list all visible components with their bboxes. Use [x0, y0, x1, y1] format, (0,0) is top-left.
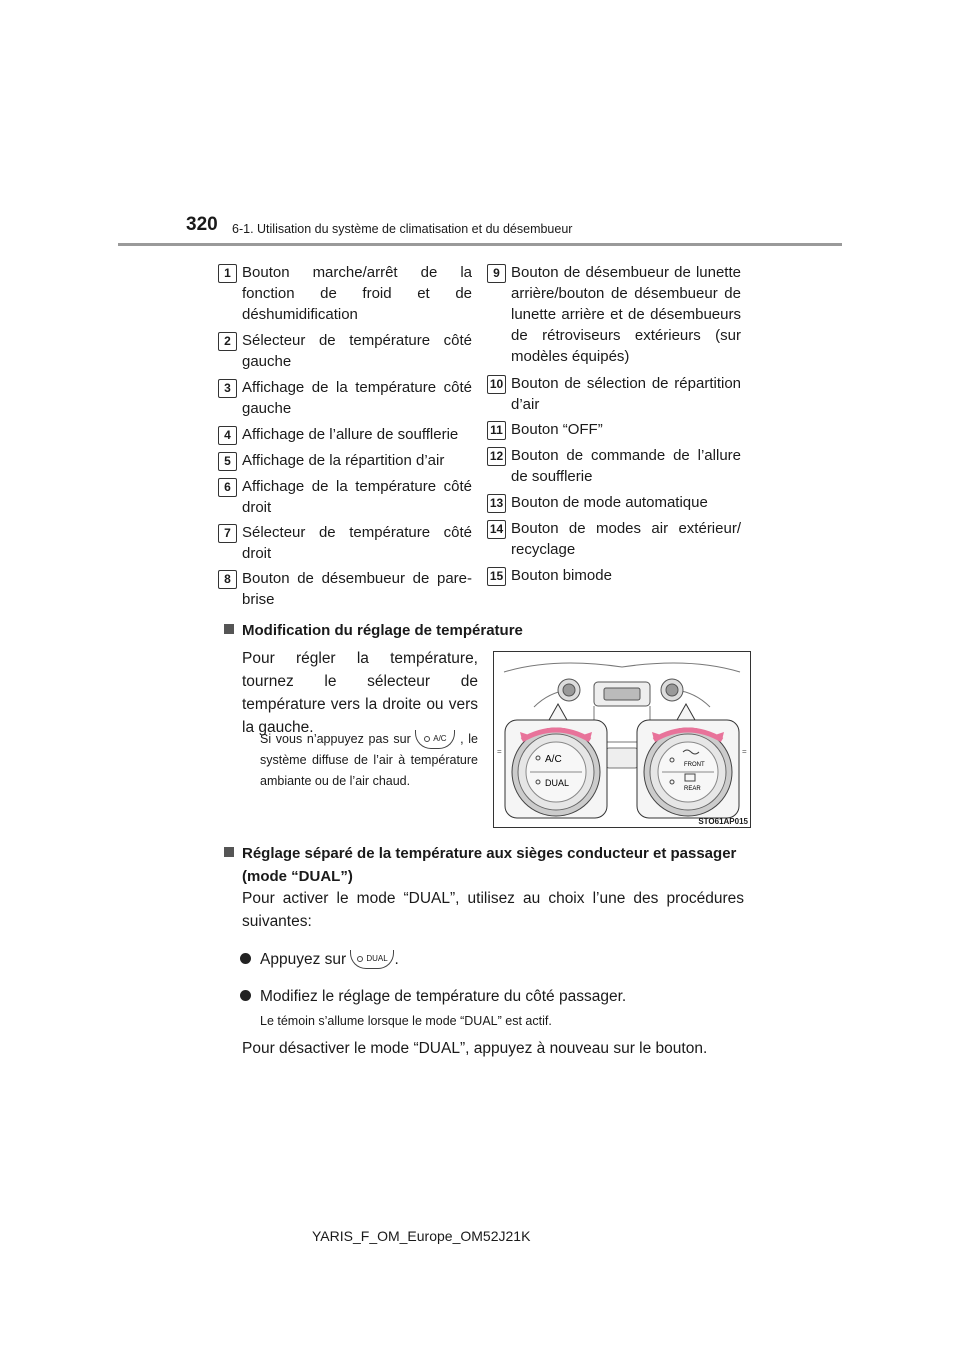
- bullet-text: Modifiez le réglage de température du côté passager.: [260, 988, 627, 1005]
- legend-number: 11: [487, 421, 506, 440]
- legend-item: [224, 450, 472, 471]
- legend-item: [224, 424, 472, 445]
- body-paragraph: Pour activer le mode “DUAL”, utilisez au choix l’une des procédures suivantes:: [242, 890, 744, 930]
- legend-number: 6: [218, 478, 237, 497]
- legend-item: [489, 565, 741, 586]
- legend-item: [490, 419, 741, 440]
- bullet-text-before: Appuyez sur: [260, 951, 347, 968]
- legend-number: 1: [218, 264, 237, 283]
- legend-text: Affichage de la température côté droit: [242, 478, 472, 516]
- legend-text: Bouton de commande de l’allure de soufflerie: [511, 447, 741, 485]
- legend-item: [489, 492, 741, 513]
- legend-text: Bouton de désembueur de lunette arrière/bouton de désembueur de lunette arrière et de désembueurs de rétroviseurs extérieurs (sur modèles équipés): [511, 264, 741, 365]
- legend-number: 13: [487, 494, 506, 513]
- fig-ac-label: A/C: [545, 754, 562, 765]
- legend-item: [224, 262, 472, 325]
- fig-rear-label: REAR: [684, 786, 701, 792]
- legend-item: [489, 373, 741, 415]
- legend-number: 12: [487, 447, 506, 466]
- legend-number: 7: [218, 524, 237, 543]
- square-bullet-icon: [224, 847, 234, 857]
- note-text-before: Si vous n’appuyez pas sur: [260, 732, 411, 746]
- legend-number: 3: [218, 379, 237, 398]
- ac-key-label: A/C: [433, 734, 447, 744]
- legend-number: 4: [218, 426, 237, 445]
- legend-text: Bouton de mode automatique: [511, 494, 708, 511]
- legend-number: 14: [487, 520, 506, 539]
- climate-control-illustration: [493, 651, 751, 828]
- legend-text: Bouton de désembueur de pare-brise: [242, 570, 472, 608]
- legend-item: [224, 377, 472, 419]
- fig-dual-label: DUAL: [545, 778, 570, 788]
- legend-number: 10: [487, 375, 506, 394]
- legend-item: [489, 518, 741, 560]
- legend-text: Bouton “OFF”: [511, 421, 603, 438]
- legend-item: [489, 445, 741, 487]
- legend-text: Bouton marche/arrêt de la fonction de froid et de déshumidification: [242, 264, 472, 323]
- legend-text: Affichage de la température côté gauche: [242, 379, 472, 417]
- legend-number: 9: [487, 264, 506, 283]
- bullet-note: Le témoin s’allume lorsque le mode “DUAL” est actif.: [260, 1014, 552, 1028]
- section-title: 6-1. Utilisation du système de climatisation et du désembueur: [232, 222, 573, 236]
- fig-front-label: FRONT: [684, 762, 705, 768]
- header-rule: [118, 243, 842, 246]
- bullet-dot-icon: [240, 953, 251, 964]
- legend-text: Affichage de l’allure de soufflerie: [242, 426, 459, 443]
- legend-number: 2: [218, 332, 237, 351]
- svg-text:=: =: [497, 747, 502, 756]
- legend-item: [224, 568, 472, 610]
- ac-key-icon: [415, 730, 455, 749]
- closing-paragraph: Pour désactiver le mode “DUAL”, appuyez à nouveau sur le bouton.: [242, 1040, 708, 1057]
- bullet-text-after: .: [394, 951, 399, 968]
- legend-number: 8: [218, 570, 237, 589]
- dual-key-label: DUAL: [366, 954, 388, 964]
- bullet-item: [260, 948, 744, 971]
- body-paragraph: Pour régler la température, tournez le sélecteur de température vers la droite ou vers la gauche.: [242, 650, 478, 736]
- legend-text: Sélecteur de température côté gauche: [242, 332, 472, 370]
- dashboard-drawing: [494, 652, 750, 827]
- legend-number: 5: [218, 452, 237, 471]
- legend-item: [224, 522, 472, 564]
- bullet-dot-icon: [240, 990, 251, 1001]
- dual-key-icon: [350, 950, 394, 969]
- legend-text: Bouton de modes air extérieur/ recyclage: [511, 520, 741, 558]
- legend-text: Bouton de sélection de répartition d’air: [511, 375, 741, 413]
- section-heading-text: Modification du réglage de température: [242, 622, 523, 639]
- legend-text: Sélecteur de température côté droit: [242, 524, 472, 562]
- note-paragraph: [260, 729, 478, 792]
- page-number: 320: [186, 214, 218, 235]
- legend-text: Bouton bimode: [511, 567, 612, 584]
- legend-item: [224, 330, 472, 372]
- legend-item: [493, 262, 741, 367]
- svg-text:=: =: [742, 747, 747, 756]
- section-heading: [242, 842, 744, 888]
- square-bullet-icon: [224, 624, 234, 634]
- bullet-item: [260, 985, 744, 1008]
- figure-code: STO61AP015: [698, 817, 748, 826]
- legend-item: [224, 476, 472, 518]
- note-text-after: , le système diffuse de l’air à température ambiante ou de l’air chaud.: [260, 732, 478, 788]
- section-heading: [242, 619, 742, 642]
- section-heading-text: Réglage séparé de la température aux sièges conducteur et passager (mode “DUAL”): [242, 845, 737, 885]
- legend-number: 15: [487, 567, 506, 586]
- legend-text: Affichage de la répartition d’air: [242, 452, 445, 469]
- footer-code: YARIS_F_OM_Europe_OM52J21K: [312, 1228, 531, 1244]
